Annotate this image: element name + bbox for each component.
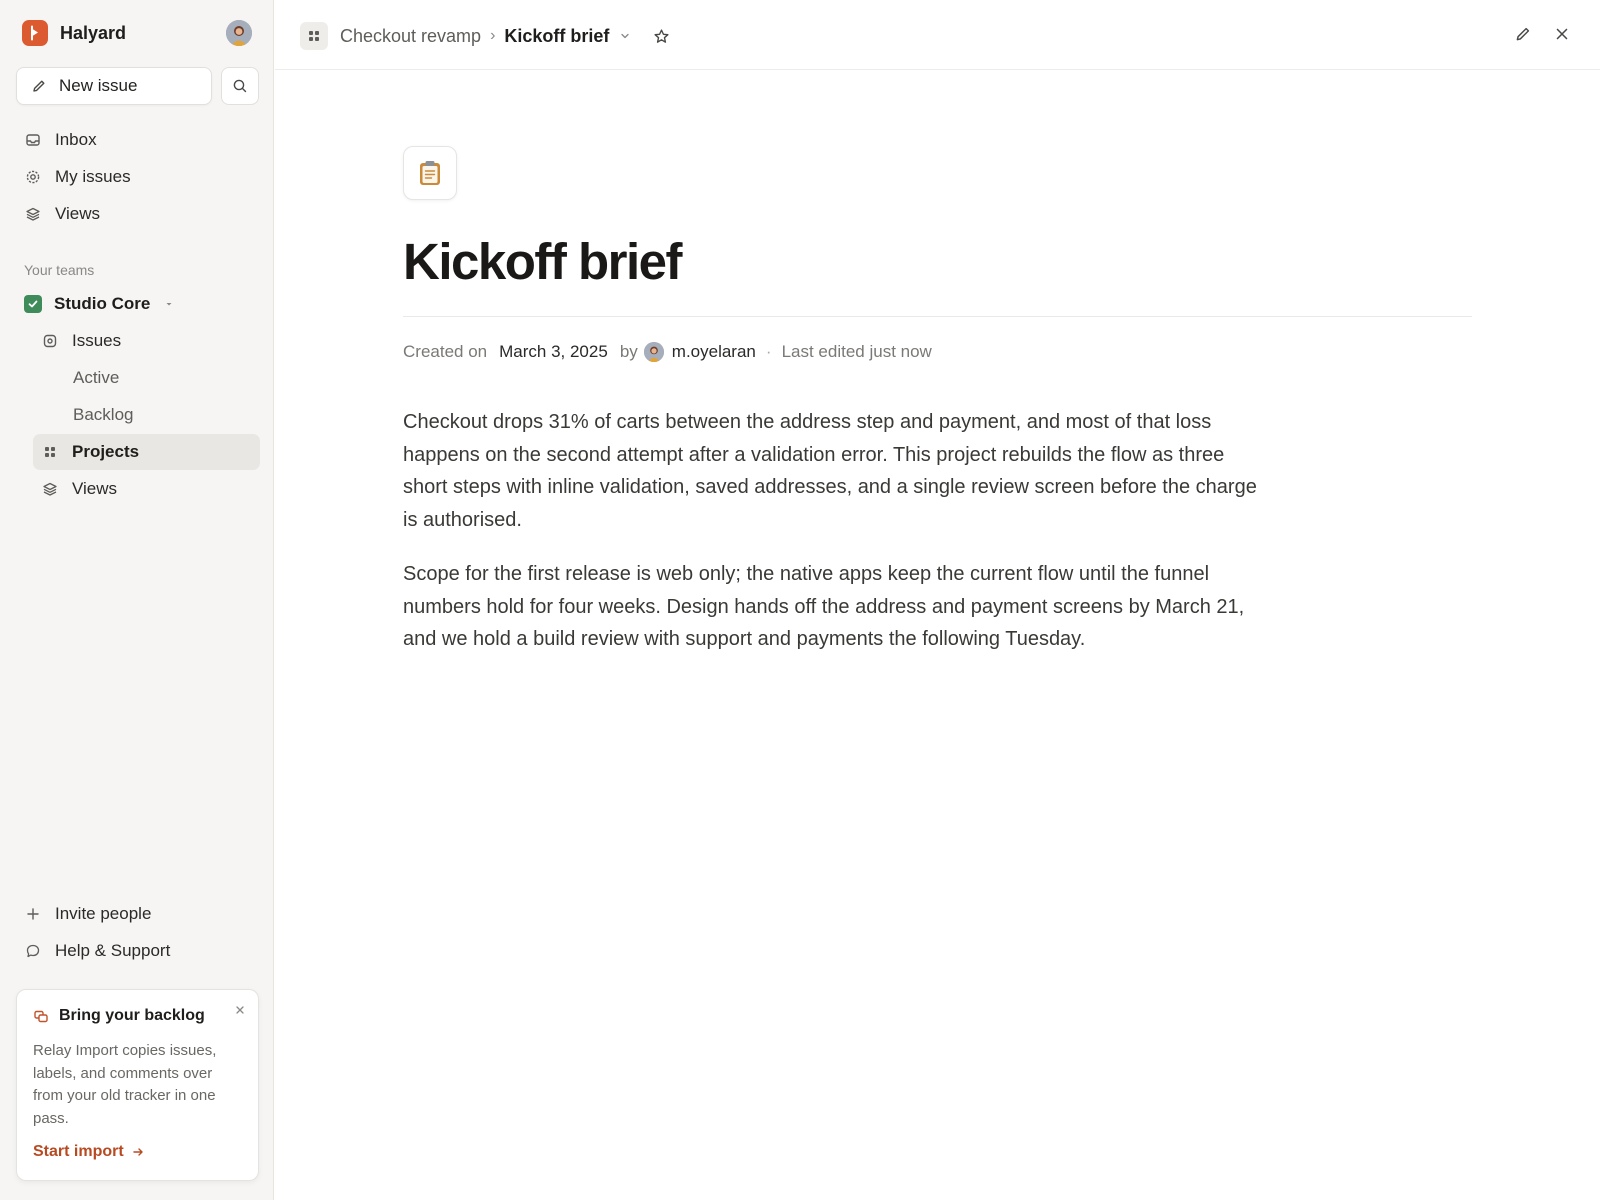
breadcrumb-current[interactable]: Kickoff brief <box>504 25 610 46</box>
target-icon <box>24 168 42 186</box>
import-icon <box>33 1008 49 1024</box>
chevron-down-icon[interactable] <box>619 30 631 42</box>
team-backlog-label: Backlog <box>73 405 134 424</box>
grid-icon <box>41 443 59 461</box>
import-promo-card <box>16 989 259 1181</box>
document-meta <box>403 340 932 364</box>
chat-bubble-icon <box>24 942 42 960</box>
workspace-logo-icon <box>22 20 48 46</box>
sidebar <box>0 0 274 1200</box>
search-icon <box>232 78 248 94</box>
workspace-name: Halyard <box>60 22 127 43</box>
top-bar <box>275 0 1600 70</box>
nav-inbox-label: Inbox <box>55 130 97 149</box>
nav-my-issues-label: My issues <box>55 167 131 186</box>
breadcrumb <box>340 22 670 50</box>
team-issues-label: Issues <box>72 331 122 350</box>
layers-icon <box>24 205 42 223</box>
team-projects-label: Projects <box>72 442 140 461</box>
team-studio-core[interactable] <box>24 291 174 317</box>
nav-views[interactable] <box>16 196 260 232</box>
created-by: by <box>619 342 638 361</box>
new-issue-label: New issue <box>59 76 138 95</box>
issues-icon <box>41 332 59 350</box>
team-views[interactable] <box>33 471 260 507</box>
close-icon[interactable] <box>234 1004 246 1016</box>
star-icon[interactable] <box>653 28 670 45</box>
team-issues-active[interactable] <box>33 360 260 396</box>
created-prefix: Created on <box>403 342 488 361</box>
arrow-right-icon <box>132 1146 144 1158</box>
edit-icon[interactable] <box>1514 25 1532 43</box>
help-support-label: Help & Support <box>55 941 171 960</box>
author-avatar <box>644 342 664 362</box>
promo-header <box>33 1007 205 1025</box>
start-import-link[interactable] <box>33 1143 144 1161</box>
workspace-switcher[interactable] <box>22 18 252 48</box>
layers-icon <box>41 480 59 498</box>
document-paragraph[interactable]: Scope for the first release is web only; the native apps keep the current flow until the funnel numbers hold for four weeks. Design hands off the address and payment screens by March 21, and we hold a build review with support and payments the following Tuesday. <box>403 563 1245 650</box>
document-paragraph[interactable]: Checkout drops 31% of carts between the address step and payment, and most of that loss happens on the second attempt after a validation error. This project rebuilds the flow as three short steps with inline validation, saved addresses, and a single review screen before the charge is authorised. <box>403 411 1257 531</box>
pencil-icon <box>31 78 47 94</box>
project-grid-icon[interactable] <box>300 22 328 50</box>
created-date: March 3, 2025 <box>499 342 608 361</box>
user-avatar[interactable] <box>226 20 252 46</box>
inbox-icon <box>24 131 42 149</box>
breadcrumb-parent[interactable]: Checkout revamp <box>340 25 482 46</box>
author-name[interactable]: m.oyelaran <box>671 342 756 361</box>
team-name: Studio Core <box>54 294 151 313</box>
team-views-label: Views <box>72 479 118 498</box>
title-divider <box>403 316 1472 317</box>
team-issues[interactable] <box>33 323 260 359</box>
breadcrumb-separator: › <box>490 27 496 44</box>
last-edited: Last edited just now <box>781 342 932 361</box>
nav-my-issues[interactable] <box>16 159 260 195</box>
nav-inbox[interactable] <box>16 122 260 158</box>
team-projects[interactable] <box>33 434 260 470</box>
search-button[interactable] <box>221 67 259 105</box>
new-issue-button[interactable] <box>16 67 212 105</box>
clipboard-icon[interactable] <box>403 146 457 200</box>
close-icon[interactable] <box>1553 25 1571 43</box>
start-import-label: Start import <box>33 1143 124 1160</box>
promo-title: Bring your backlog <box>59 1007 205 1024</box>
invite-people[interactable] <box>16 896 260 932</box>
help-support[interactable] <box>16 933 260 969</box>
plus-icon <box>24 905 42 923</box>
caret-down-icon[interactable] <box>164 299 174 309</box>
your-teams-label: Your teams <box>24 262 95 278</box>
meta-separator: · <box>765 342 772 361</box>
nav-views-label: Views <box>55 204 101 223</box>
team-active-label: Active <box>73 368 120 387</box>
document-title[interactable]: Kickoff brief <box>403 233 682 290</box>
team-issues-backlog[interactable] <box>33 397 260 433</box>
team-check-icon <box>24 295 42 313</box>
promo-body: Relay Import copies issues, labels, and comments over from your old tracker in one pass. <box>33 1042 217 1127</box>
invite-people-label: Invite people <box>55 904 152 923</box>
